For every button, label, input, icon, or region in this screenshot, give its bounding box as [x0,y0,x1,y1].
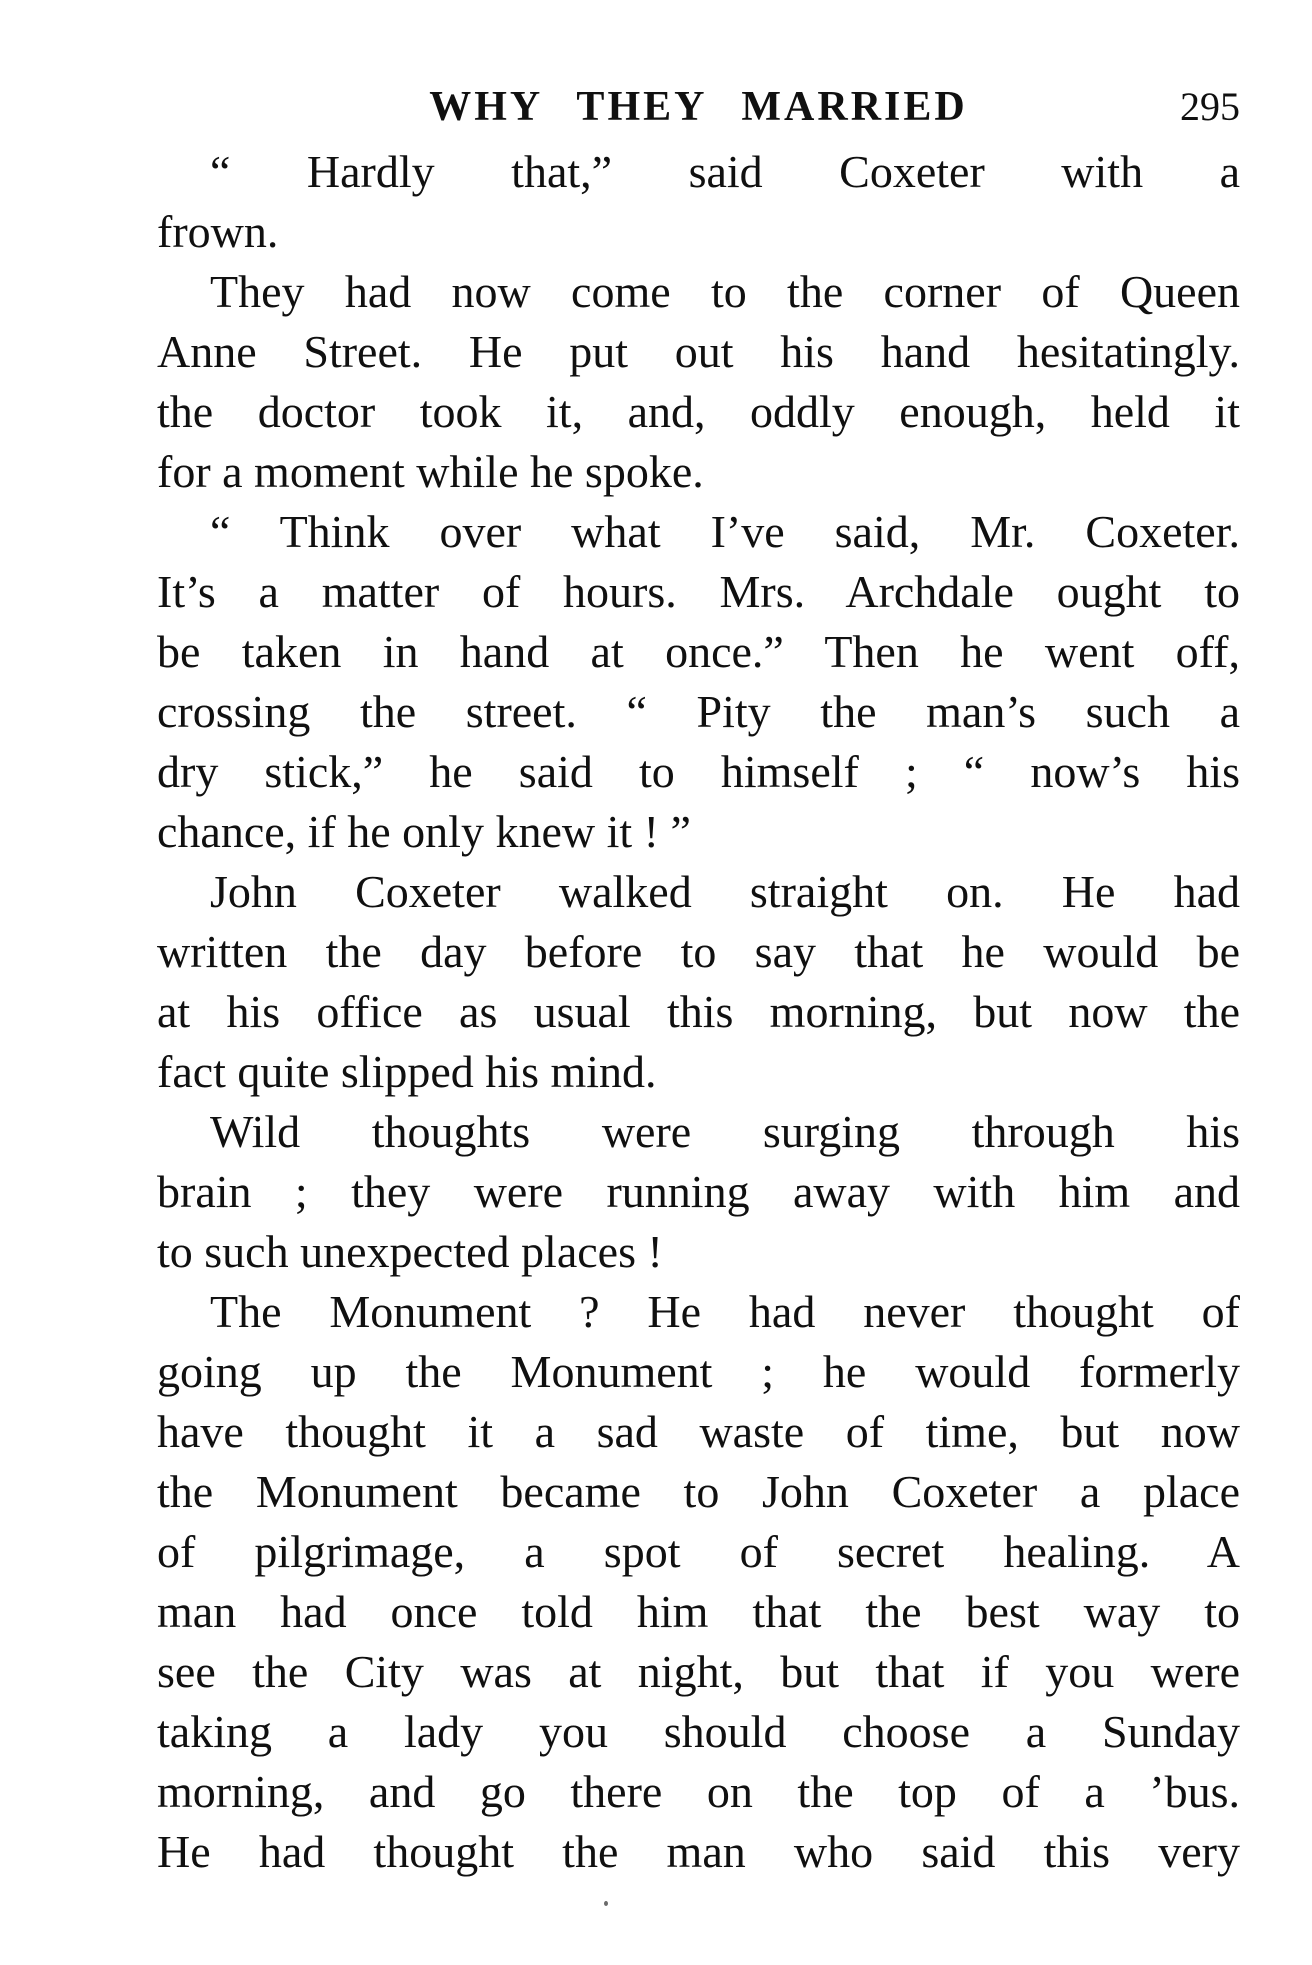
paragraph [157,142,1240,262]
text-line: brain ; they were running away with him and [157,1166,1240,1217]
text-line: be taken in hand at once.” Then he went off, [157,626,1240,677]
text-line: They had now come to the corner of Queen [210,266,1240,317]
text-line: have thought it a sad waste of time, but now [157,1406,1240,1457]
text-line: see the City was at night, but that if you were [157,1646,1240,1697]
paragraph [157,1282,1240,1882]
text-line: It’s a matter of hours. Mrs. Archdale ought to [157,566,1240,617]
text-line: going up the Monument ; he would formerly [157,1346,1240,1397]
text-line: at his office as usual this morning, but now the [157,986,1240,1037]
text-line: dry stick,” he said to himself ; “ now’s his [157,746,1240,797]
text-line: morning, and go there on the top of a ’bus. [157,1766,1240,1817]
text-line: “ Think over what I’ve said, Mr. Coxeter. [210,506,1240,557]
text-line: The Monument ? He had never thought of [210,1286,1240,1337]
text-line: man had once told him that the best way to [157,1586,1240,1637]
running-head [157,86,1240,138]
text-line: fact quite slipped his mind. [157,1046,657,1097]
text-line: frown. [157,206,279,257]
paragraph [157,862,1240,1102]
text-line: to such unexpected places ! [157,1226,663,1277]
text-line: “ Hardly that,” said Coxeter with a [210,146,1240,197]
text-line: chance, if he only knew it ! ” [157,806,691,857]
text-line: the doctor took it, and, oddly enough, held it [157,386,1240,437]
paragraph [157,1102,1240,1282]
text-line: John Coxeter walked straight on. He had [210,866,1240,917]
scan-artifact-dot [604,1901,608,1906]
page-content [157,86,1240,1882]
text-line: for a moment while he spoke. [157,446,704,497]
text-line: the Monument became to John Coxeter a place [157,1466,1240,1517]
paragraph [157,262,1240,502]
text-line: of pilgrimage, a spot of secret healing. A [157,1526,1240,1577]
page-number: 295 [1180,84,1240,129]
text-line: Wild thoughts were surging through his [210,1106,1240,1157]
text-line: written the day before to say that he would be [157,926,1240,977]
text-line: crossing the street. “ Pity the man’s such a [157,686,1240,737]
paragraph [157,502,1240,862]
text-line: He had thought the man who said this very [157,1826,1240,1877]
page-body [157,142,1240,1882]
running-title: WHY THEY MARRIED [429,84,968,130]
text-line: Anne Street. He put out his hand hesitatingly. [157,326,1240,377]
text-line: taking a lady you should choose a Sunday [157,1706,1240,1757]
